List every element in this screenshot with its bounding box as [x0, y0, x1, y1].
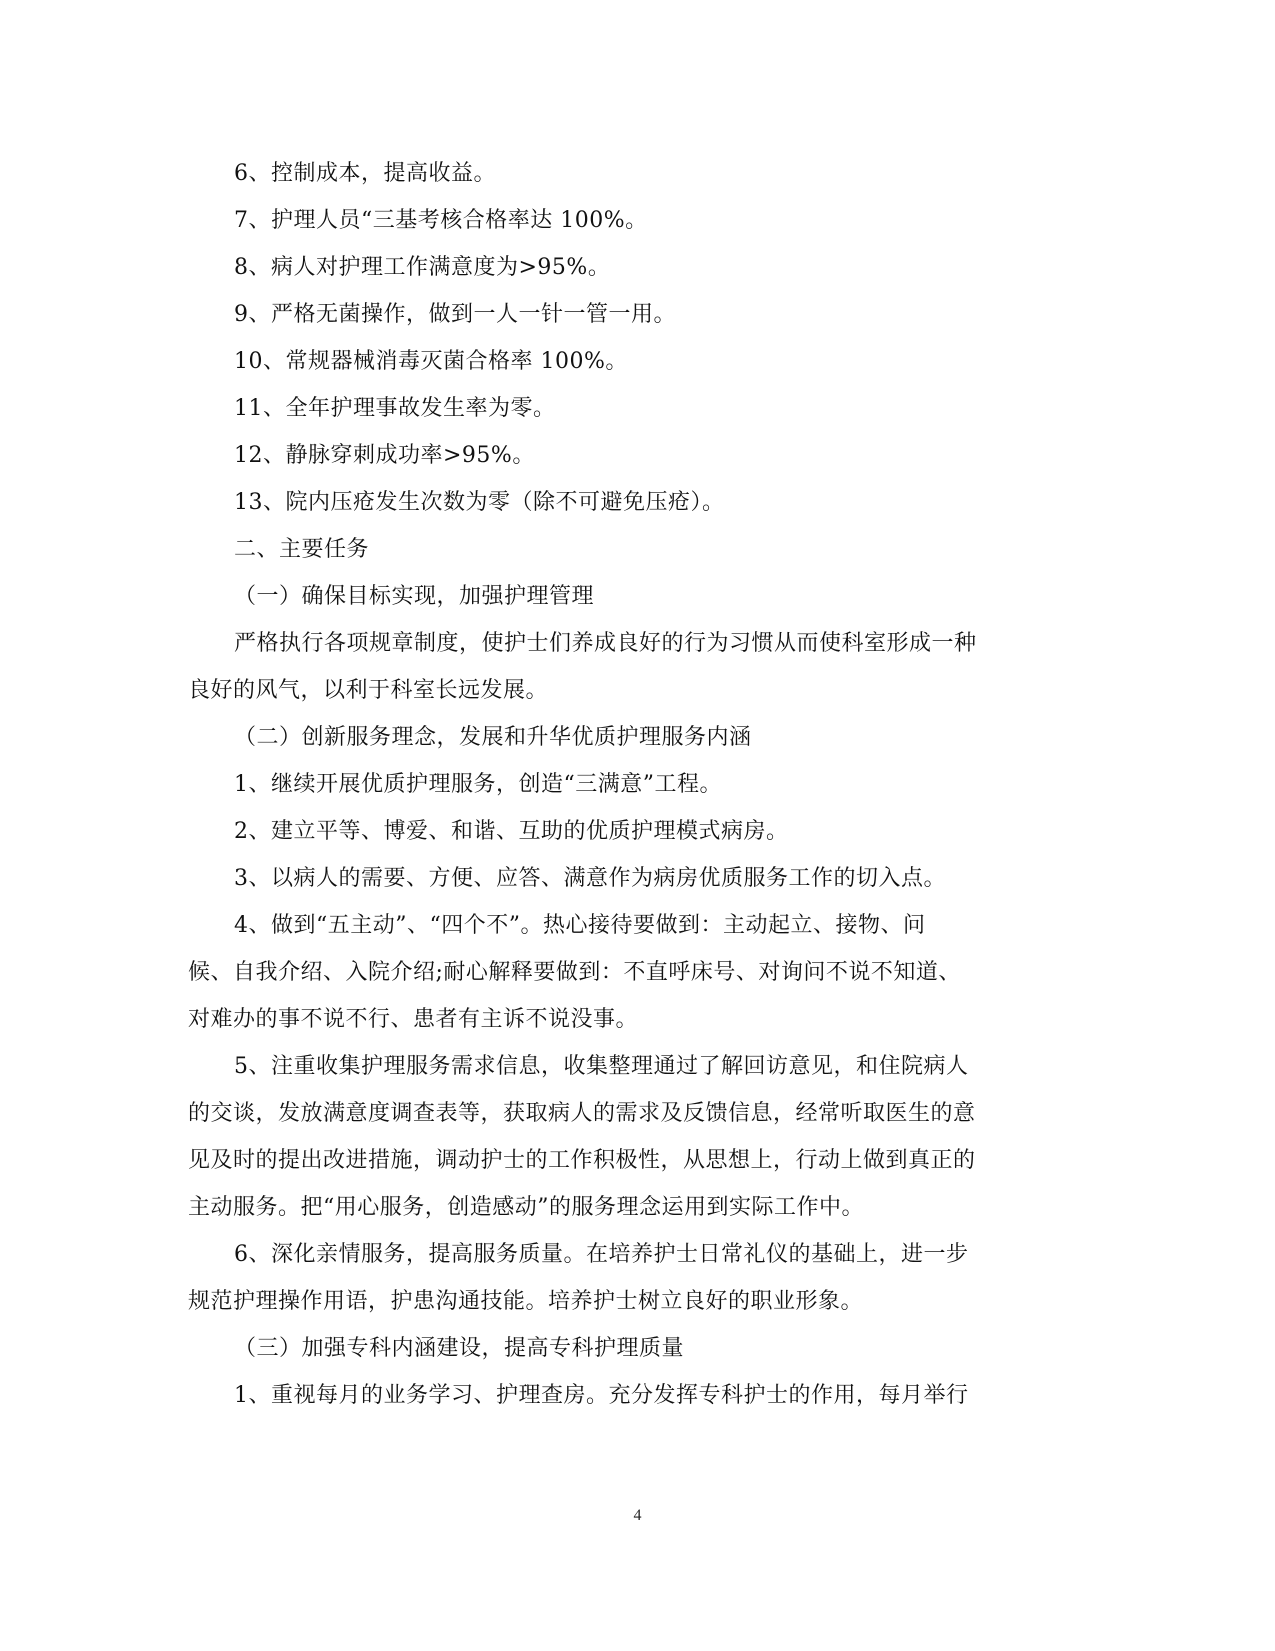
- subsection-heading-1: （一）确保目标实现，加强护理管理: [234, 584, 595, 609]
- section-heading-main-tasks: 二、主要任务: [234, 537, 370, 562]
- goal-item-11: 11、全年护理事故发生率为零。: [234, 396, 556, 421]
- goal-item-8: 8、病人对护理工作满意度为>95%。: [234, 255, 611, 280]
- paragraph-line: 对难办的事不说不行、患者有主诉不说没事。: [188, 1007, 639, 1032]
- goal-item-10: 10、常规器械消毒灭菌合格率 100%。: [234, 349, 628, 374]
- paragraph-line: 规范护理操作用语，护患沟通技能。培养护士树立良好的职业形象。: [188, 1289, 864, 1314]
- page-number: 4: [633, 1507, 642, 1524]
- task-item-1: 1、继续开展优质护理服务，创造“三满意”工程。: [234, 772, 722, 797]
- task-item-5: 5、注重收集护理服务需求信息，收集整理通过了解回访意见，和住院病人: [234, 1054, 969, 1079]
- paragraph-line: 良好的风气，以利于科室长远发展。: [188, 678, 549, 703]
- task-item-2: 2、建立平等、博爱、和谐、互助的优质护理模式病房。: [234, 819, 789, 844]
- paragraph-line: 主动服务。把“用心服务，创造感动”的服务理念运用到实际工作中。: [188, 1195, 864, 1220]
- paragraph-line: 严格执行各项规章制度，使护士们养成良好的行为习惯从而使科室形成一种: [234, 631, 977, 656]
- paragraph-line: 见及时的提出改进措施，调动护士的工作积极性，从思想上，行动上做到真正的: [188, 1148, 976, 1173]
- paragraph-line: 候、自我介绍、入院介绍;耐心解释要做到：不直呼床号、对询问不说不知道、: [188, 960, 961, 985]
- task-item-3: 3、以病人的需要、方便、应答、满意作为病房优质服务工作的切入点。: [234, 866, 946, 891]
- subsection-heading-2: （二）创新服务理念，发展和升华优质护理服务内涵: [234, 725, 752, 750]
- goal-item-6: 6、控制成本，提高收益。: [234, 161, 496, 186]
- goal-item-7: 7、护理人员“三基考核合格率达 100%。: [234, 208, 648, 233]
- task-item-6: 6、深化亲情服务，提高服务质量。在培养护士日常礼仪的基础上，进一步: [234, 1242, 969, 1267]
- specialty-item-1: 1、重视每月的业务学习、护理查房。充分发挥专科护士的作用，每月举行: [234, 1383, 969, 1408]
- goal-item-9: 9、严格无菌操作，做到一人一针一管一用。: [234, 302, 676, 327]
- goal-item-12: 12、静脉穿刺成功率>95%。: [234, 443, 535, 468]
- task-item-4: 4、做到“五主动”、“四个不”。热心接待要做到：主动起立、接物、问: [234, 913, 926, 938]
- document-body: [188, 150, 1028, 1419]
- paragraph-line: 的交谈，发放满意度调查表等，获取病人的需求及反馈信息，经常听取医生的意: [188, 1101, 976, 1126]
- goal-item-13: 13、院内压疮发生次数为零（除不可避免压疮）。: [234, 490, 725, 515]
- subsection-heading-3: （三）加强专科内涵建设，提高专科护理质量: [234, 1336, 685, 1361]
